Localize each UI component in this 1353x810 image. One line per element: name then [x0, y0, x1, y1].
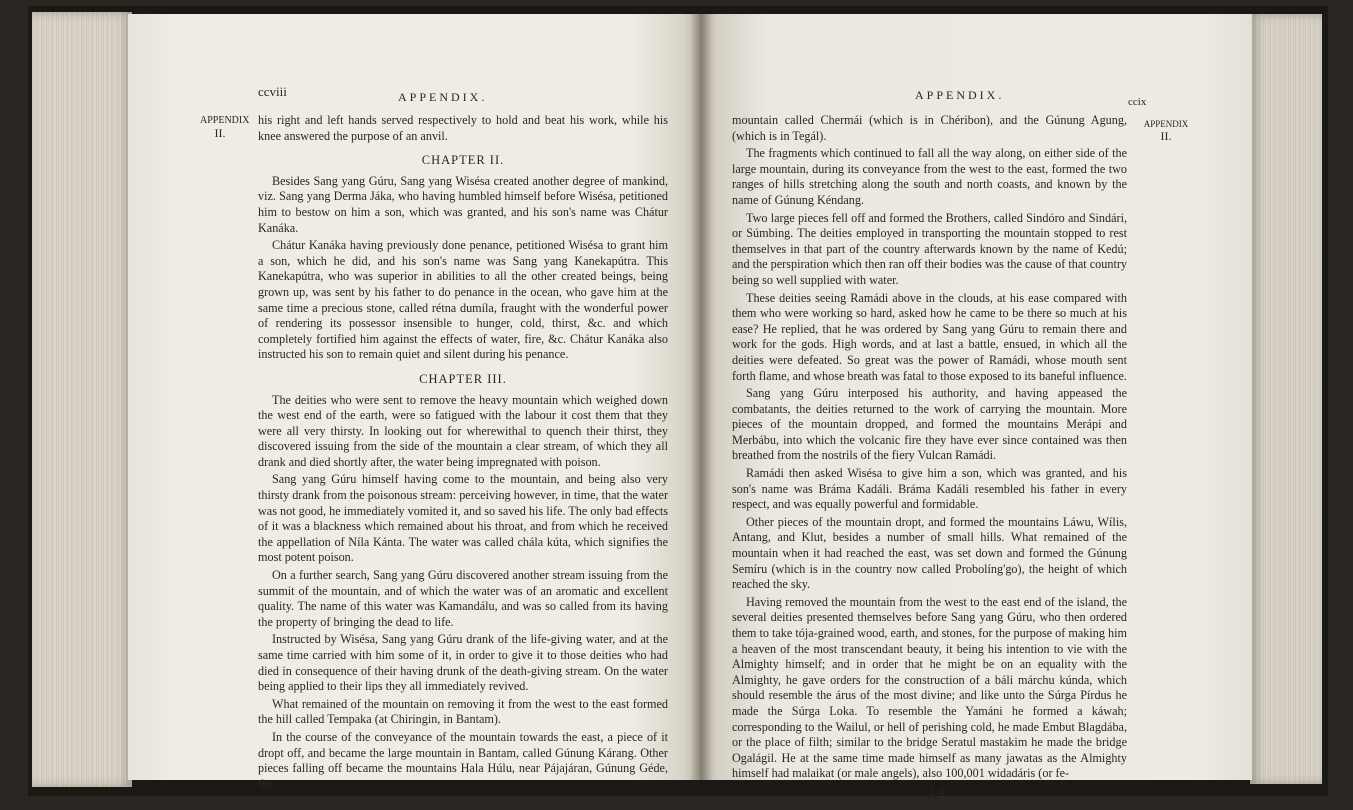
right-running-head: APPENDIX.	[915, 88, 1005, 102]
paragraph: The fragments which continued to fall all the way along, on either side of the large mountain, during its conveyance from the west to the east, formed the two ranges of hills stretching along the south and north coasts, and known by the name of Gúnung Kéndang.	[732, 146, 1127, 207]
paragraph: his right and left hands served respectively to hold and beat his work, while his knee answered the purpose of an anvil.	[258, 113, 668, 143]
paragraph: On a further search, Sang yang Gúru discovered another stream issuing from the summit of the mountain, and of which the water was of an aromatic and excellent quality. The name of this water was Kamandálu, and was so called from its having the property of bringing the dead to life.	[258, 568, 668, 629]
left-margin-note-line1: APPENDIX	[200, 115, 250, 126]
paragraph: Besides Sang yang Gúru, Sang yang Wisésa created another degree of mankind, viz. Sang yang Derma Jáka, who having humbled himself before Wisésa, petitioned him to bestow on him a son, which was granted, and his son's name was Chátur Kanáka.	[258, 173, 668, 235]
chapter-heading: CHAPTER III.	[419, 371, 507, 386]
right-page-edges	[1250, 14, 1322, 784]
right-margin-note-line1: APPENDIX	[1143, 119, 1189, 129]
paragraph: In the course of the conveyance of the mountain towards the east, a piece of it dropt off, and became the large mountain in Bantam, called Gúnung Kárang. Other pieces falling off became the mountains Hala Húlu, near Pájajáran, Gúnung Géde, the	[258, 729, 668, 791]
right-page-text	[732, 113, 1127, 800]
left-page-edges	[32, 12, 132, 787]
paragraph: Two large pieces fell off and formed the Brothers, called Sindóro and Sindári, or Súmbing. The deities employed in transporting the mountain stopped to rest themselves in that part of the country afterwards known by the name of Kedú; and the perspiration which then ran off their bodies was the cause of that country being so well supplied with water.	[732, 210, 1127, 287]
paragraph: mountain called Chermái (which is in Chéribon), and the Gúnung Agung, (which is in Tegál).	[732, 113, 1127, 143]
paragraph: Having removed the mountain from the west to the east end of the island, the several deities presented themselves before Sang yang Gúru, who then ordered them to take tója-grained wood, earth, and stones, for the purpose of making him a heaven of the most transcendant beauty, it being his intention to vie with the Almighty himself; and in order that he might be on an equality with the Almighty, he gave orders for the construction of a báli márchu kúnda, which should resemble the árus of the most divine; and like unto the Súrga Pírdus he made the Súrga Loka. To resemble the Yamáni he formed a káwah; corresponding to the Wailul, or hell of perishing cold, he made Embut Blagdába, or the place of filth; similar to the bridge Seratul mastakim he made the bridge Ogalágil. He at the same time made himself as many jawatas as the Almighty himself had malaikat (or male angels), also 100,001 widadáris (or fe-	[732, 594, 1127, 781]
left-margin-note	[200, 115, 250, 140]
paragraph: Sang yang Gúru interposed his authority, and having appeased the combatants, the deities returned to the work of carrying the mountain. More pieces of the mountain dropped, and formed the mountains Merápi and Merbábu, into which the volcanic fire they have ever since contained was then breathed from the nostrils of the fiery Vulcan Ramádi.	[732, 386, 1127, 463]
signature-mark: 2 d	[928, 783, 945, 798]
left-running-head: APPENDIX.	[398, 90, 488, 104]
paragraph: Sang yang Gúru himself having come to the mountain, and being also very thirsty drank from the poisonous stream: perceiving however, in time, that the water was not good, he immediately vomited it, and so saved his life. The only bad effects of it was a blackness which remained about his throat, and from which he received the appellation of Níla Kánta. The water was called chála kúta, which signifies the most potent poison.	[258, 472, 668, 565]
paragraph: Chátur Kanáka having previously done penance, petitioned Wisésa to grant him a son, which he did, and his son's name was Sang yang Kanekapútra. This Kanekapútra, who was superior in abilities to all the other created beings, being grown up, was sent by his father to do penance in the ocean, who gave him at the same time a precious stone, called rétna dumíla, fraught with the wonderful power of rendering its possessor insensible to hunger, cold, thirst, &c. and which completely fortified him against the effects of water, fire, &c. Chátur Kanáka also instructed his son to remain quiet and silent during his penance.	[258, 238, 668, 362]
right-page-number: ccix	[1128, 96, 1147, 108]
left-page-text	[258, 113, 668, 810]
chapter-heading: CHAPTER II.	[421, 153, 505, 168]
left-margin-note-line2: II.	[214, 126, 226, 140]
right-margin-note	[1143, 118, 1189, 142]
paragraph: Other pieces of the mountain dropt, and formed the mountains Láwu, Wílis, Antang, and Klut, besides a number of small hills. What remained of the mountain when it had reached the east, was set down and formed the Gúnung Semíru (which is in the country now called Probolíng'go), the height of which reached the sky.	[732, 514, 1127, 592]
right-margin-note-line2: II.	[1160, 129, 1172, 143]
catchword: mountain	[621, 794, 668, 809]
paragraph: Instructed by Wisésa, Sang yang Gúru drank of the life-giving water, and at the same time carried with him some of it, in order to give it to those deities who had died in consequence of their having drunk of the death-giving stream. On the water being applied to their lips they all immediately revived.	[258, 632, 668, 694]
book-gutter	[690, 14, 712, 780]
paragraph: The deities who were sent to remove the heavy mountain which weighed down the west end of the earth, were so fatigued with the labour it cost them that they were all very thirsty. In looking out for wherewithal to quench their thirst, they discovered issuing from the side of the mountain a clear stream, of which they all drank and died shortly after, the water being impregnated with poison.	[258, 392, 668, 469]
paragraph: What remained of the mountain on removing it from the west to the east formed the hill called Tempaka (at Chiringin, in Bantam).	[258, 696, 668, 727]
paragraph: Ramádi then asked Wisésa to give him a son, which was granted, and his son's name was Bráma Kadáli. Bráma Kadáli resembled his father in every respect, and was equally powerful and formidable.	[732, 466, 1127, 512]
paragraph: These deities seeing Ramádi above in the clouds, at his ease compared with them who were working so hard, asked how he came to be there so much at his ease? He replied, that he was ordered by Sang yang Gúru to remain there and work for the gods. High words, and at last a battle, ensued, in which all the deities were defeated. So great was the power of Ramádi, whose mouth sent forth flame, and whose breath was fatal to those exposed to its baneful influence.	[732, 290, 1127, 383]
left-page-number: ccviii	[258, 84, 287, 99]
